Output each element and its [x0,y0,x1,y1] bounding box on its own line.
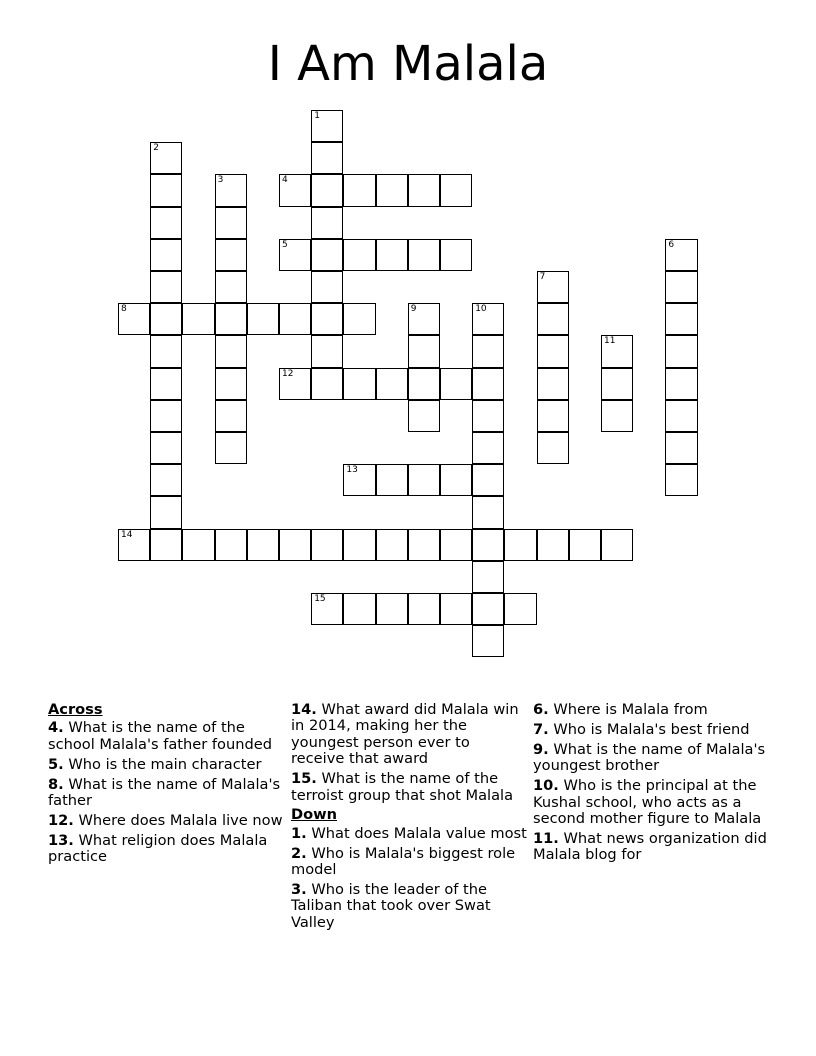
down-clue [533,778,769,827]
grid-cell[interactable] [504,529,536,561]
clue-number: 2 [153,143,159,154]
across-heading: Across [48,701,103,718]
grid-cell[interactable] [150,271,182,303]
down-clue [533,722,769,738]
grid-cell[interactable] [311,303,343,335]
grid-cell[interactable] [343,593,375,625]
clue-number: 1 [314,111,320,121]
grid-cell[interactable] [504,593,536,625]
grid-cell[interactable] [601,335,633,367]
clue-number: 10 [475,304,487,315]
grid-cell[interactable] [537,303,569,335]
clue-number: 7 [539,272,546,282]
grid-cell[interactable] [665,400,697,432]
grid-cell[interactable] [150,529,182,561]
grid-cell[interactable] [182,529,214,561]
grid-cell[interactable] [440,368,472,400]
grid-cell[interactable] [472,400,504,432]
grid-cell[interactable] [537,271,569,303]
grid-cell[interactable] [118,303,150,335]
grid-cell[interactable] [537,529,569,561]
grid-cell[interactable] [537,368,569,400]
grid-cell[interactable] [537,335,569,367]
grid-cell[interactable] [279,529,311,561]
grid-cell[interactable] [376,239,408,271]
clue-number: 6. [533,701,549,718]
grid-cell[interactable] [440,593,472,625]
grid-cell[interactable] [150,142,182,174]
grid-cell[interactable] [601,400,633,432]
clue-number: 11. [533,829,559,847]
grid-cell[interactable] [150,239,182,271]
clue-number: 9 [410,304,417,315]
grid-cell[interactable] [343,174,375,206]
grid-cell[interactable] [440,464,472,496]
grid-cell[interactable] [343,368,375,400]
clue-text: What is the name of Malala's father [48,775,281,810]
clue-text: Who is Malala's best friend [548,720,750,738]
grid-cell[interactable] [182,303,214,335]
clue-column-3 [533,702,769,867]
grid-cell[interactable] [343,529,375,561]
grid-cell[interactable] [376,529,408,561]
grid-cell[interactable] [311,239,343,271]
grid-cell[interactable] [472,464,504,496]
grid-cell[interactable] [118,529,150,561]
grid-cell[interactable] [408,303,440,335]
down-heading: Down [291,806,338,824]
grid-cell[interactable] [247,529,279,561]
grid-cell[interactable] [311,110,343,142]
clue-text: What news organization did Malala blog for [533,829,767,864]
clue-number: 15 [314,594,326,604]
grid-cell[interactable] [279,239,311,271]
down-clue [533,831,769,864]
grid-cell[interactable] [569,529,601,561]
grid-cell[interactable] [311,174,343,206]
grid-cell[interactable] [665,271,697,303]
grid-cell[interactable] [376,368,408,400]
down-clue [533,702,769,718]
grid-cell[interactable] [150,496,182,528]
grid-cell[interactable] [472,303,504,335]
clue-number: 13 [346,465,358,476]
clue-number: 8. [48,775,64,793]
clue-number: 12 [282,368,294,379]
grid-cell[interactable] [408,335,440,367]
grid-cell[interactable] [215,400,247,432]
grid-cell[interactable] [150,207,182,239]
grid-cell[interactable] [311,207,343,239]
clue-column-1 [48,702,284,869]
clue-number: 5. [48,755,64,773]
down-clue [291,846,527,879]
grid-cell[interactable] [215,271,247,303]
clue-text: What does Malala value most [306,824,527,842]
clue-text: Who is the principal at the Kushal school, who acts as a second mother figure to Malala [533,777,762,827]
across-clue [48,813,284,829]
grid-cell[interactable] [472,368,504,400]
clue-number: 5 [282,239,288,250]
grid-cell[interactable] [150,432,182,464]
grid-cell[interactable] [215,207,247,239]
grid-cell[interactable] [343,303,375,335]
clue-text: Who is the leader of the Taliban that took over Swat Valley [291,881,491,931]
grid-cell[interactable] [343,239,375,271]
grid-cell[interactable] [150,303,182,335]
puzzle-title: I Am Malala [267,36,549,92]
grid-cell[interactable] [537,432,569,464]
clue-number: 1. [291,824,307,842]
grid-cell[interactable] [376,174,408,206]
grid-cell[interactable] [215,368,247,400]
grid-cell[interactable] [665,303,697,335]
grid-cell[interactable] [472,432,504,464]
grid-cell[interactable] [311,368,343,400]
grid-cell[interactable] [665,432,697,464]
grid-cell[interactable] [665,368,697,400]
clue-number: 14 [121,529,133,540]
clue-number: 9. [533,740,549,758]
grid-cell[interactable] [440,529,472,561]
clue-number: 2. [291,844,307,862]
across-clue [48,720,284,753]
grid-cell[interactable] [376,464,408,496]
grid-cell[interactable] [279,368,311,400]
grid-cell[interactable] [408,174,440,206]
clue-number: 11 [604,336,616,347]
grid-cell[interactable] [215,432,247,464]
grid-cell[interactable] [311,529,343,561]
grid-cell[interactable] [215,239,247,271]
grid-cell[interactable] [408,464,440,496]
grid-cell[interactable] [408,400,440,432]
grid-cell[interactable] [215,174,247,206]
clue-number: 15. [291,770,317,788]
grid-cell[interactable] [408,368,440,400]
grid-cell[interactable] [408,593,440,625]
grid-cell[interactable] [215,303,247,335]
across-clue [291,702,527,768]
grid-cell[interactable] [472,561,504,593]
down-clue [291,882,527,931]
clue-text: What religion does Malala practice [48,831,268,866]
across-clue [291,771,527,804]
down-clue [533,742,769,775]
grid-cell[interactable] [472,529,504,561]
grid-cell[interactable] [215,529,247,561]
grid-cell[interactable] [537,400,569,432]
clue-column-2 [291,702,527,935]
grid-cell[interactable] [408,529,440,561]
grid-cell[interactable] [472,335,504,367]
grid-cell[interactable] [440,174,472,206]
grid-cell[interactable] [665,335,697,367]
across-clue [48,833,284,866]
grid-cell[interactable] [215,335,247,367]
grid-cell[interactable] [665,464,697,496]
grid-cell[interactable] [150,174,182,206]
grid-cell[interactable] [311,271,343,303]
clue-text: Who is Malala's biggest role model [291,844,516,879]
grid-cell[interactable] [150,464,182,496]
clue-number: 7. [533,720,549,738]
clue-number: 14. [291,701,317,718]
grid-cell[interactable] [150,400,182,432]
clue-text: What is the name of Malala's youngest brother [533,740,766,775]
grid-cell[interactable] [408,239,440,271]
clue-number: 8 [121,304,127,315]
clue-number: 6 [668,239,675,250]
grid-cell[interactable] [279,303,311,335]
clue-number: 4 [282,175,288,186]
grid-cell[interactable] [601,529,633,561]
grid-cell[interactable] [311,335,343,367]
grid-cell[interactable] [247,303,279,335]
grid-cell[interactable] [665,239,697,271]
clue-number: 13. [48,831,74,849]
grid-cell[interactable] [150,335,182,367]
clue-number: 10. [533,777,559,795]
down-clue [291,826,527,842]
grid-cell[interactable] [376,593,408,625]
clue-number: 4. [48,719,64,737]
grid-cell[interactable] [601,368,633,400]
grid-cell[interactable] [472,593,504,625]
clue-text: What award did Malala win in 2014, making her the youngest person ever to receive that award [291,701,519,768]
grid-cell[interactable] [440,239,472,271]
clue-number: 12. [48,811,74,829]
across-clue [48,757,284,773]
grid-cell[interactable] [150,368,182,400]
clue-text: What is the name of the terroist group that shot Malala [291,770,514,804]
grid-cell[interactable] [279,174,311,206]
clue-number: 3 [217,175,224,186]
clue-number: 3. [291,881,307,899]
clue-text: Who is the main character [63,755,262,773]
clue-text: What is the name of the school Malala's father founded [48,719,272,753]
grid-cell[interactable] [472,625,504,657]
grid-cell[interactable] [343,464,375,496]
across-clue [48,777,284,810]
grid-cell[interactable] [311,142,343,174]
clue-text: Where does Malala live now [73,811,283,829]
clue-text: Where is Malala from [548,701,708,718]
grid-cell[interactable] [472,496,504,528]
grid-cell[interactable] [311,593,343,625]
